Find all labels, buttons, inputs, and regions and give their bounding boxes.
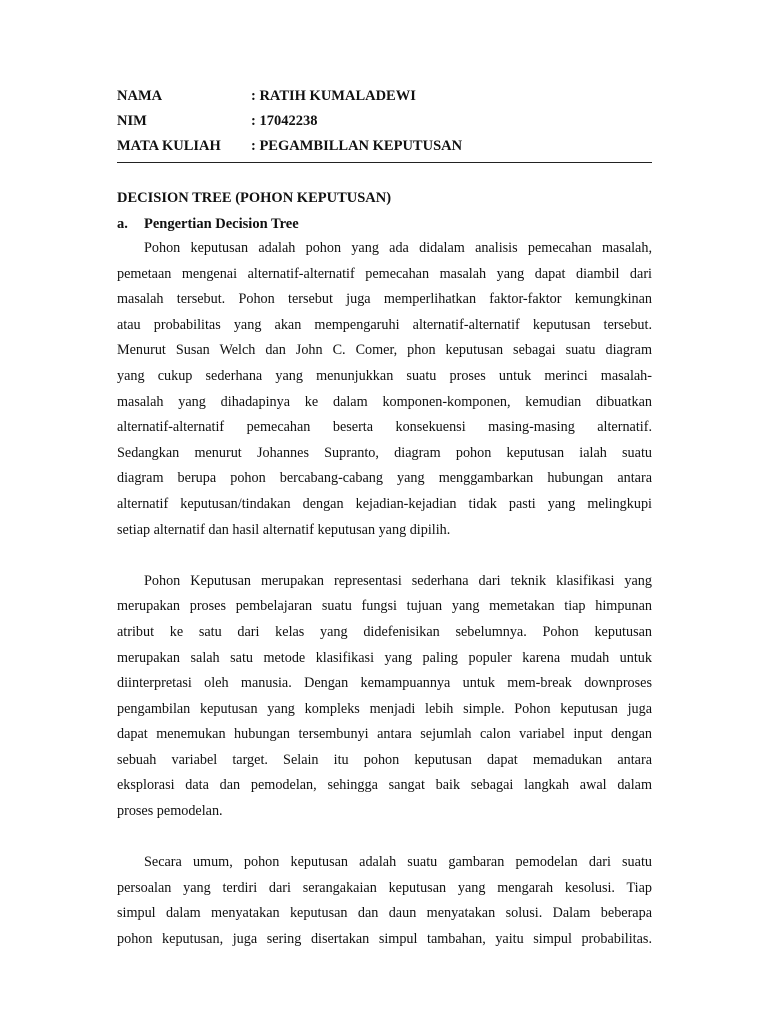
document-body bbox=[117, 186, 652, 953]
paragraph-line: proses pemodelan. bbox=[117, 803, 223, 820]
paragraph-line: persoalan yang terdiri dari serangakaian keputusan yang mengarah kesolusi. Tiap bbox=[117, 879, 652, 896]
header-value: : 17042238 bbox=[251, 113, 318, 129]
paragraph bbox=[117, 569, 652, 825]
paragraph-line: masalah yang dihadapinya ke dalam komponen-komponen, kemudian dibuatkan bbox=[117, 393, 652, 410]
paragraph-line: Sedangkan menurut Johannes Supranto, diagram pohon keputusan ialah suatu bbox=[117, 444, 652, 461]
header-row-nim bbox=[117, 111, 652, 136]
section-heading bbox=[117, 212, 652, 236]
paragraph-line: alternatif keputusan/tindakan dengan kejadian-kejadian tidak pasti yang melingkupi bbox=[117, 495, 652, 512]
paragraph-line: masalah tersebut. Pohon tersebut juga memperlihatkan faktor-faktor kemungkinan bbox=[117, 291, 652, 308]
header-row-nama bbox=[117, 86, 652, 111]
paragraph-line: sebuah variabel target. Selain itu pohon keputusan dapat memadukan antara bbox=[117, 751, 652, 768]
paragraph-line: alternatif-alternatif pemecahan beserta konsekuensi masing-masing alternatif. bbox=[117, 419, 652, 436]
paragraph-line: Pohon keputusan adalah pohon yang ada didalam analisis pemecahan masalah, bbox=[144, 240, 652, 256]
paragraph-line: merupakan proses pembelajaran suatu fungsi tujuan yang memetakan tiap himpunan bbox=[117, 598, 652, 615]
header-value: : PEGAMBILLAN KEPUTUSAN bbox=[251, 138, 463, 154]
paragraph-line: yang cukup sederhana yang menunjukkan suatu proses untuk merinci masalah- bbox=[117, 367, 652, 384]
student-info-header bbox=[117, 86, 652, 163]
header-value: : RATIH KUMALADEWI bbox=[251, 88, 416, 104]
paragraphs-container bbox=[117, 236, 652, 953]
paragraph bbox=[117, 236, 652, 543]
paragraph-spacer bbox=[117, 825, 652, 851]
document-title: DECISION TREE (POHON KEPUTUSAN) bbox=[117, 190, 392, 206]
paragraph-line: diinterpretasi oleh manusia. Dengan kemampuannya untuk mem-break downproses bbox=[117, 675, 652, 692]
paragraph-line: Pohon Keputusan merupakan representasi sederhana dari teknik klasifikasi yang bbox=[144, 572, 652, 589]
header-label: MATA KULIAH bbox=[117, 138, 221, 154]
paragraph-line: pohon keputusan, juga sering disertakan simpul tambahan, yaitu simpul probabilitas. bbox=[117, 931, 652, 948]
paragraph-line: pengambilan keputusan yang kompleks menjadi lebih simple. Pohon keputusan juga bbox=[117, 700, 652, 717]
paragraph-spacer bbox=[117, 543, 652, 569]
paragraph-line: atribut ke satu dari kelas yang didefenisikan sebelumnya. Pohon keputusan bbox=[117, 623, 652, 640]
paragraph-line: setiap alternatif dan hasil alternatif keputusan yang dipilih. bbox=[117, 521, 451, 538]
paragraph bbox=[117, 850, 652, 952]
paragraph-line: Menurut Susan Welch dan John C. Comer, phon keputusan sebagai suatu diagram bbox=[117, 342, 652, 359]
paragraph-line: atau probabilitas yang akan mempengaruhi alternatif-alternatif keputusan tersebut. bbox=[117, 316, 652, 333]
section-letter: a. bbox=[117, 216, 128, 232]
paragraph-line: diagram berupa pohon bercabang-cabang yang menggambarkan hubungan antara bbox=[117, 470, 652, 487]
header-label: NIM bbox=[117, 113, 147, 129]
paragraph-line: dapat menemukan hubungan tersembunyi antara sejumlah calon variabel input dengan bbox=[117, 726, 652, 743]
paragraph-line: Secara umum, pohon keputusan adalah suatu gambaran pemodelan dari suatu bbox=[144, 854, 652, 871]
paragraph-line: merupakan salah satu metode klasifikasi yang paling populer karena mudah untuk bbox=[117, 649, 652, 666]
paragraph-line: pemetaan mengenai alternatif-alternatif pemecahan masalah yang dapat diambil dari bbox=[117, 265, 652, 282]
header-row-mata-kuliah bbox=[117, 136, 652, 161]
paragraph-line: eksplorasi data dan pemodelan, sehingga sangat baik sebagai langkah awal dalam bbox=[117, 777, 652, 794]
section-title: Pengertian Decision Tree bbox=[144, 216, 299, 232]
paragraph-line: simpul dalam menyatakan keputusan dan daun menyatakan solusi. Dalam beberapa bbox=[117, 905, 652, 922]
header-label: NAMA bbox=[117, 88, 163, 104]
